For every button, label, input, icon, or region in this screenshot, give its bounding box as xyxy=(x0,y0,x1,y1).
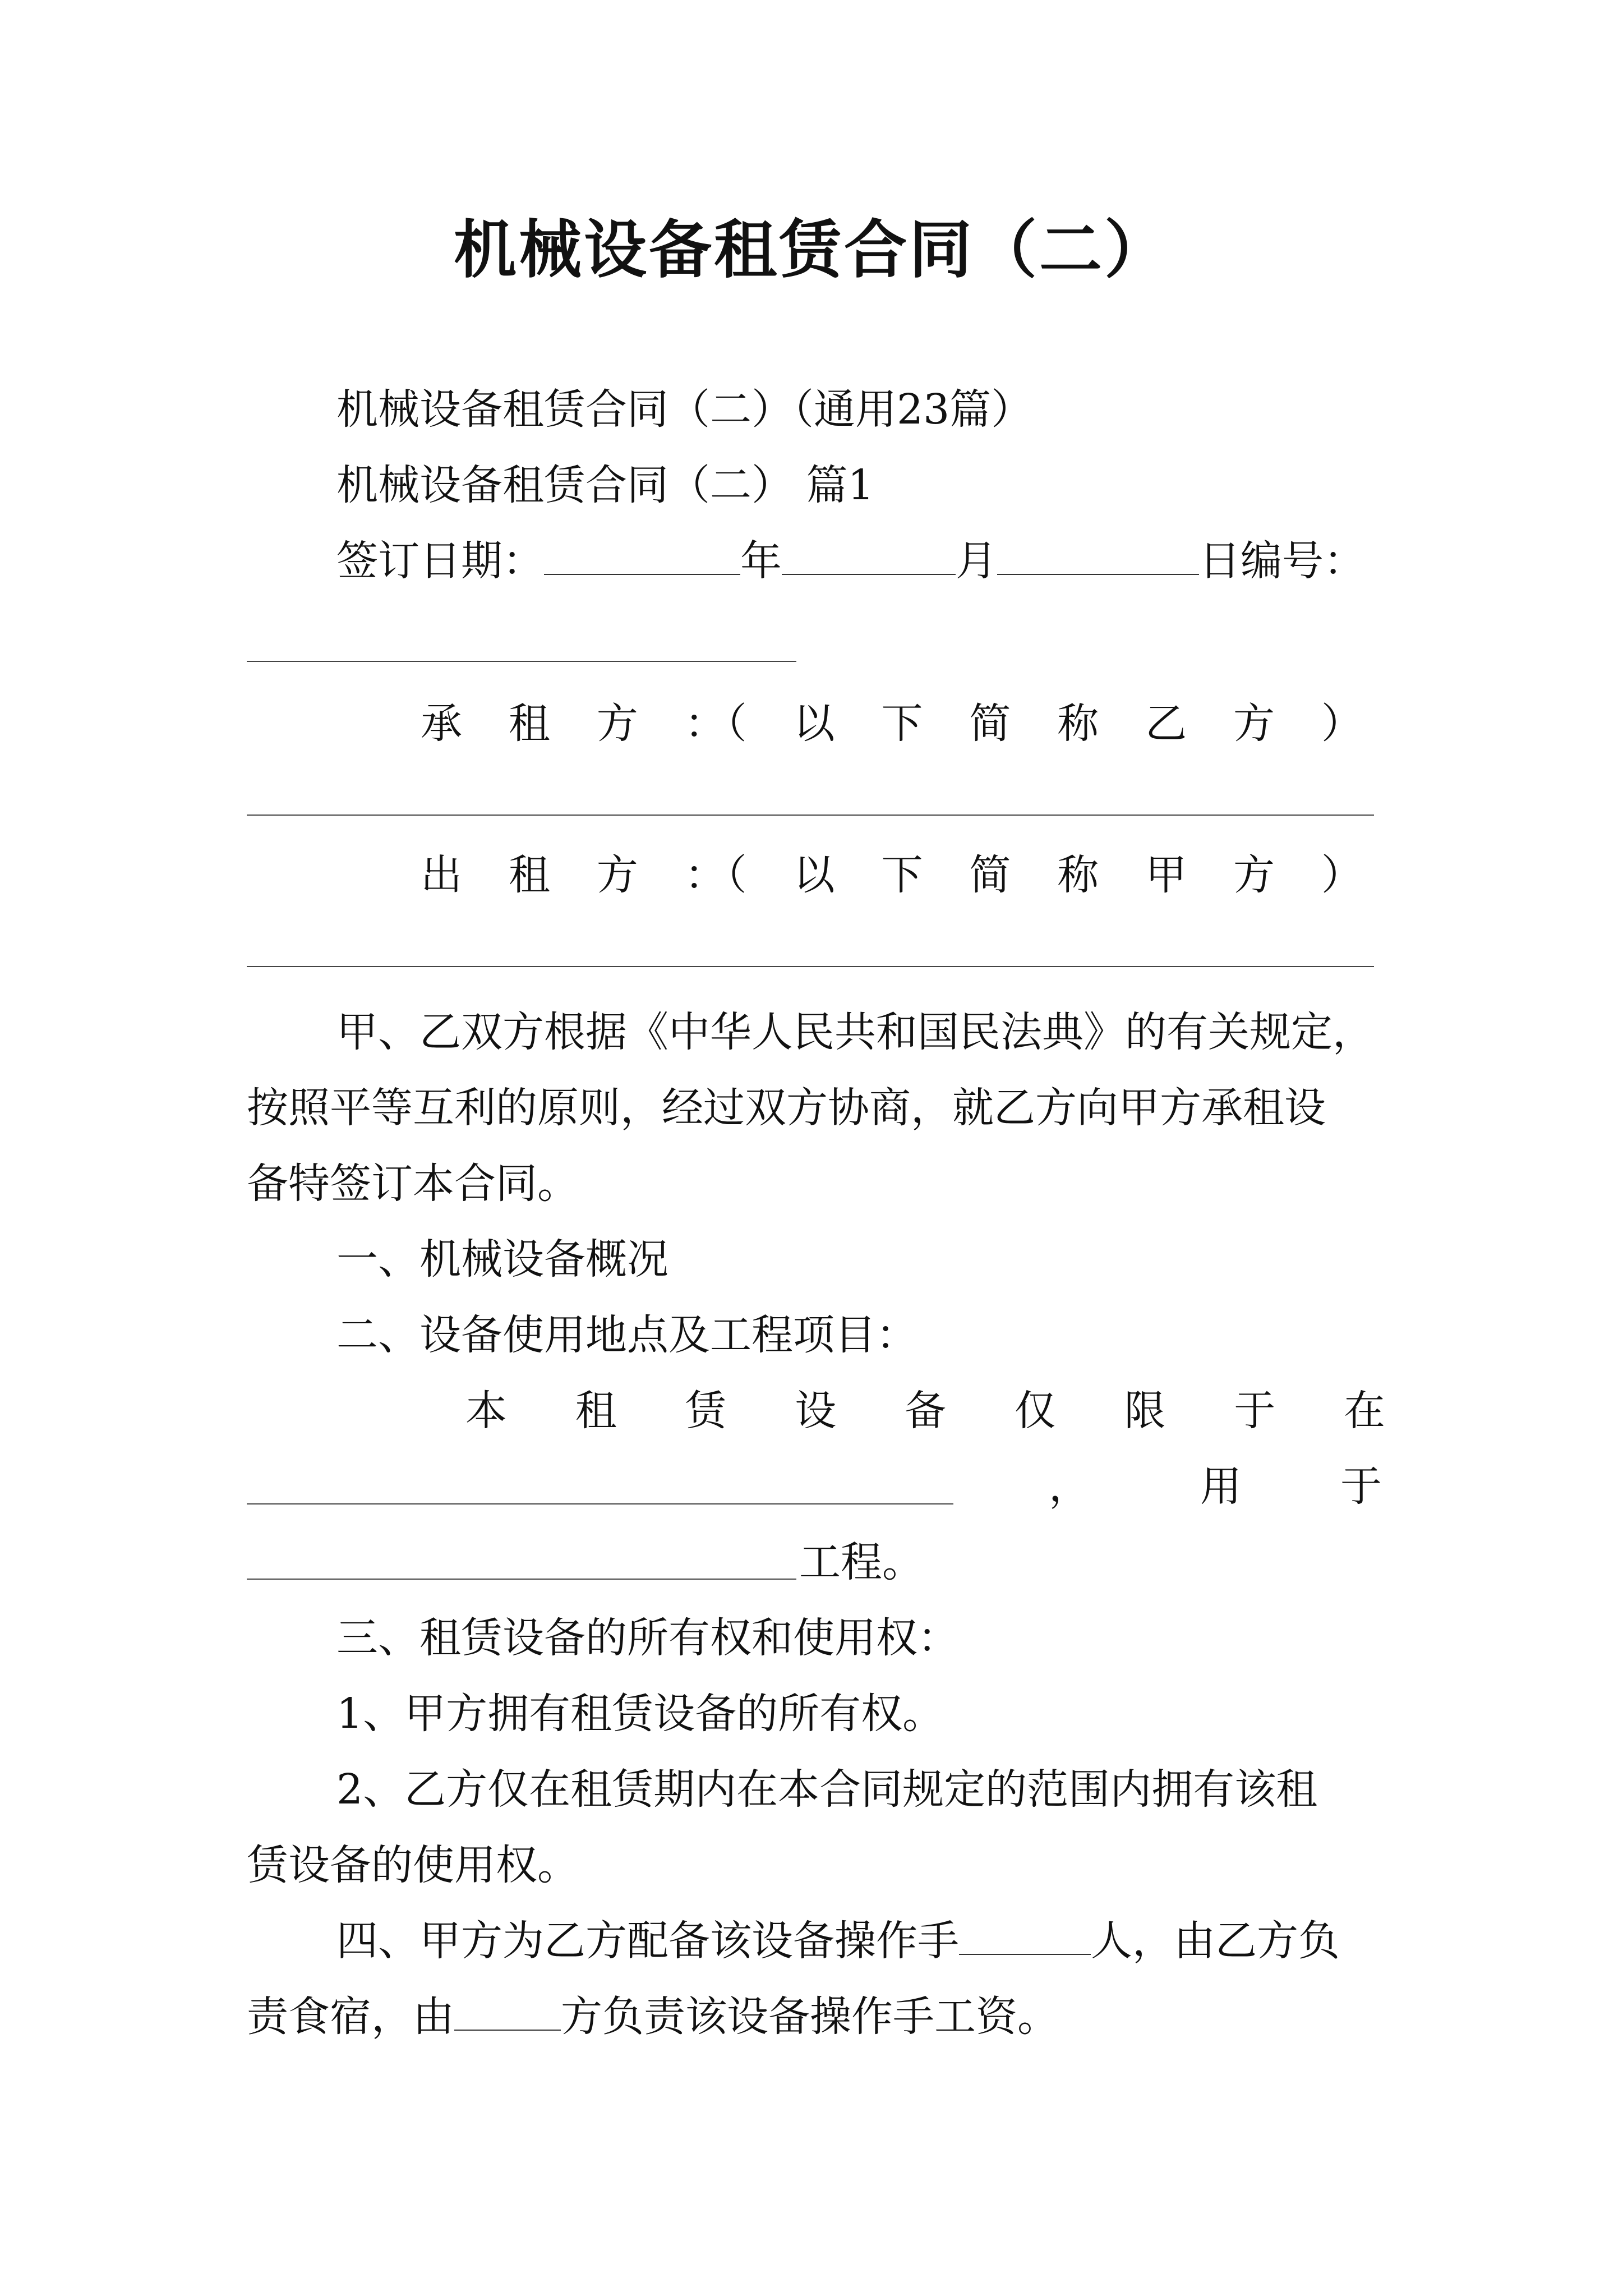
lessee-char: 承 xyxy=(421,700,462,748)
section4-text: 四、甲方为乙方配备该设备操作手 xyxy=(336,1917,959,1965)
section4-line xyxy=(247,1913,1469,1969)
place-char: 本 xyxy=(465,1387,507,1435)
document-title: 机械设备租赁合同（二） xyxy=(454,213,1169,287)
lessor-char: 甲 xyxy=(1145,851,1187,899)
lessor-char: 方 xyxy=(596,851,638,899)
place-char: 限 xyxy=(1124,1387,1166,1435)
month-label: 月 xyxy=(956,537,997,585)
place-char: 赁 xyxy=(685,1387,727,1435)
section4-line xyxy=(247,1989,1380,2045)
place-char: 备 xyxy=(905,1387,946,1435)
chapter-heading: 机械设备租赁合同（二） 篇1 xyxy=(336,461,874,509)
list-item: 1、甲方拥有租赁设备的所有权。 xyxy=(336,1690,944,1738)
place-char: 于 xyxy=(1234,1387,1276,1435)
lessor-blank xyxy=(247,966,1374,967)
subtitle: 机械设备租赁合同（二）（通用23篇） xyxy=(336,385,1033,434)
project-end: 工程。 xyxy=(799,1538,924,1586)
lessee-char: ） xyxy=(1321,700,1363,748)
lessor-char: 简 xyxy=(969,851,1011,899)
lessee-char: 乙 xyxy=(1145,700,1187,748)
wage-party-blank xyxy=(454,1989,561,2031)
place-blank xyxy=(247,1503,953,1504)
section-heading: 一、机械设备概况 xyxy=(336,1235,668,1283)
lessor-char: ） xyxy=(1321,851,1363,899)
number-blank xyxy=(247,661,796,662)
lessee-char: 以 xyxy=(793,700,835,748)
operator-count-blank xyxy=(959,1913,1091,1955)
lessee-line xyxy=(421,696,1363,752)
lessor-char: 以 xyxy=(793,851,835,899)
paragraph-line: 按照平等互利的原则，经过双方协商，就乙方向甲方承租设 xyxy=(247,1084,1326,1132)
use-char: 于 xyxy=(1340,1462,1382,1511)
lessee-blank xyxy=(247,815,1374,816)
day-number-label: 日编号： xyxy=(1199,537,1365,585)
paragraph-line: 备特签订本合同。 xyxy=(247,1159,579,1208)
year-blank xyxy=(544,533,740,575)
section-heading: 三、租赁设备的所有权和使用权： xyxy=(336,1614,959,1662)
lessor-char: 称 xyxy=(1057,851,1099,899)
place-char: 仅 xyxy=(1014,1387,1056,1435)
project-blank xyxy=(247,1579,796,1580)
lessee-char: 简 xyxy=(969,700,1011,748)
lessee-char: 方 xyxy=(1233,700,1275,748)
section4-text: 人，由乙方负 xyxy=(1091,1917,1340,1965)
lessor-char: 租 xyxy=(508,851,550,899)
lessee-char: 称 xyxy=(1057,700,1099,748)
lessee-char: 租 xyxy=(508,700,550,748)
lessee-char: ：（ xyxy=(684,700,747,748)
day-blank xyxy=(997,533,1199,575)
month-blank xyxy=(782,533,956,575)
lessor-char: 方 xyxy=(1233,851,1275,899)
paragraph-line: 甲、乙双方根据《中华人民共和国民法典》的有关规定， xyxy=(336,1008,1374,1056)
lessee-char: 下 xyxy=(881,700,923,748)
lessor-line xyxy=(421,847,1363,903)
sign-date-line xyxy=(247,533,1469,589)
list-item: 赁设备的使用权。 xyxy=(247,1841,579,1889)
lessor-char: ：（ xyxy=(684,851,747,899)
lessor-char: 下 xyxy=(881,851,923,899)
place-char: 设 xyxy=(795,1387,837,1435)
year-label: 年 xyxy=(740,537,782,585)
comma: ， xyxy=(1049,1462,1090,1511)
use-char: 用 xyxy=(1200,1462,1242,1511)
list-item: 2、乙方仅在租赁期内在本合同规定的范围内拥有该租 xyxy=(336,1765,1318,1814)
lessee-char: 方 xyxy=(596,700,638,748)
section4-text: 责食宿，由 xyxy=(247,1993,454,2041)
section4-text: 方负责该设备操作手工资。 xyxy=(561,1993,1059,2041)
place-char: 在 xyxy=(1344,1387,1385,1435)
section-heading: 二、设备使用地点及工程项目： xyxy=(336,1311,917,1359)
place-line xyxy=(465,1383,1385,1439)
lessor-char: 出 xyxy=(421,851,462,899)
place-char: 租 xyxy=(575,1387,617,1435)
sign-date-label: 签订日期： xyxy=(336,537,544,585)
